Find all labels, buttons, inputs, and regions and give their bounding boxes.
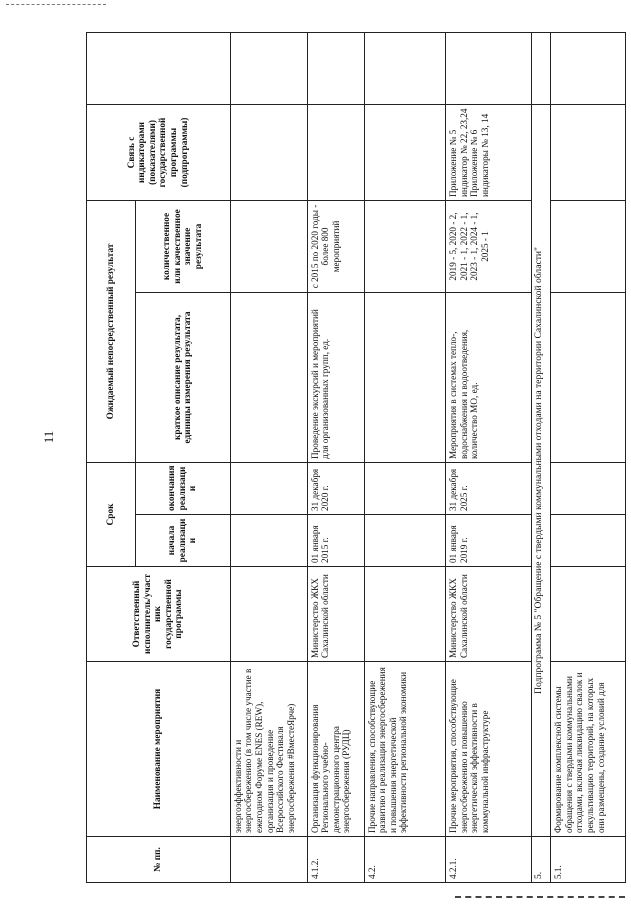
cell-responsible: [230, 567, 307, 662]
table-row: [307, 32, 364, 882]
header-term-start: начала реализаци и: [136, 515, 230, 567]
cell-link: [364, 104, 445, 200]
cell-responsible: Министерство ЖКХ Сахалинской области: [445, 567, 531, 662]
cell-name: энергоэффективности и энергосбережению (в том числе участие в ежегодном Форуме ENES (REW), организация и проведение Всероссийского Фестиваля энергосбережения #ВместеЯрче): [230, 662, 307, 837]
cell-blank: [364, 32, 445, 104]
cell-link: [551, 104, 626, 200]
cell-num: [230, 837, 307, 883]
table-row: [445, 32, 531, 882]
page-number: 11: [41, 430, 56, 444]
cell-end: [364, 462, 445, 514]
cell-num: 4.1.2.: [307, 837, 364, 883]
cell-desc: Проведение экскурсий и мероприятий для организованных групп, ед.: [307, 292, 364, 462]
rotated-table-container: [86, 33, 626, 883]
cell-num: 5.1.: [551, 837, 626, 883]
header-row-1: [87, 32, 136, 882]
table-row: [230, 32, 307, 882]
subprogram-row: [531, 32, 551, 882]
cell-desc: [551, 292, 626, 462]
cell-link: [230, 104, 307, 200]
header-expected: Ожидаемый непосредственный результат: [87, 200, 136, 462]
cell-name: Формирование комплексной системы обращения с твердыми коммунальными отходами, включая ликвидацию свалок и рекультивацию территорий, на которых они размещены, создание условий для: [551, 662, 626, 837]
cell-blank: [531, 32, 551, 104]
header-num: № пп.: [87, 837, 231, 883]
cell-responsible: [364, 567, 445, 662]
header-responsible: Ответственный исполнитель/участ ник государственной программы: [87, 567, 231, 662]
header-term: Срок: [87, 462, 136, 566]
cell-value: с 2015 по 2020 годы - более 800 мероприятий: [307, 200, 364, 292]
table-row: [364, 32, 445, 882]
header-expected-desc: краткое описание результата, единицы измерения результата: [136, 292, 230, 462]
cell-start: [230, 515, 307, 567]
scan-artifact-bottom: [455, 896, 625, 898]
scan-artifact-top: [6, 4, 106, 5]
cell-start: 01 января 2019 г.: [445, 515, 531, 567]
header-name: Наименование мероприятия: [87, 662, 231, 837]
cell-num: 5.: [531, 837, 551, 883]
cell-desc: [364, 292, 445, 462]
cell-start: 01 января 2015 г.: [307, 515, 364, 567]
table-row: [551, 32, 626, 882]
cell-link: Приложение № 5 индикатор № 22, 23,24 Приложение № 6 индикаторы № 13, 14: [445, 104, 531, 200]
cell-name: Организация функционирования Регионального учебно-демонстрационного центра энергосбережения (РУДЦ): [307, 662, 364, 837]
cell-blank: [445, 32, 531, 104]
cell-end: 31 декабря 2020 г.: [307, 462, 364, 514]
header-link: Связь с индикаторами (показателями) государственной программы (подпрограммы): [87, 104, 231, 200]
cell-value: [230, 200, 307, 292]
header-term-end: окончания реализаци и: [136, 462, 230, 514]
cell-start: [551, 515, 626, 567]
cell-blank: [230, 32, 307, 104]
cell-num: 4.2.: [364, 837, 445, 883]
cell-responsible: Министерство ЖКХ Сахалинской области: [307, 567, 364, 662]
subprogram-title: Подпрограмма № 5 "Обращение с твердыми коммунальными отходами на территории Сахалинской области": [531, 104, 551, 836]
cell-link: [307, 104, 364, 200]
cell-name: Прочие направления, способствующие развитию и реализации энергосбережения и повышения энергетической эффективности региональной экономики: [364, 662, 445, 837]
cell-value: [551, 200, 626, 292]
header-blank: [87, 32, 231, 104]
cell-blank: [307, 32, 364, 104]
cell-responsible: [551, 567, 626, 662]
measures-table: [86, 32, 626, 883]
cell-desc: Мероприятия в системах тепло-, водоснабжения и водоотведения, количество МО, ед.: [445, 292, 531, 462]
cell-end: 31 декабря 2025 г.: [445, 462, 531, 514]
header-expected-value: количественное или качественное значение результата: [136, 200, 230, 292]
cell-name: Прочие мероприятия, способствующие энергосбережению и повышению энергетической эффективности в коммунальной инфраструктуре: [445, 662, 531, 837]
cell-end: [551, 462, 626, 514]
cell-start: [364, 515, 445, 567]
cell-blank: [551, 32, 626, 104]
cell-value: [364, 200, 445, 292]
cell-desc: [230, 292, 307, 462]
cell-end: [230, 462, 307, 514]
cell-num: 4.2.1.: [445, 837, 531, 883]
cell-value: 2019 - 5, 2020 - 2, 2021 - 1, 2022 - 1, 2023 - 1, 2024 - 1, 2025 - 1: [445, 200, 531, 292]
